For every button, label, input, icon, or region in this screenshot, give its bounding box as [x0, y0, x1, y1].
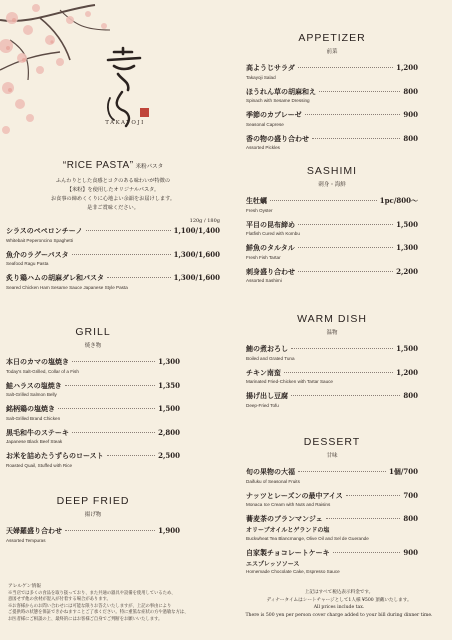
- item-name: 季節のカプレーゼ: [246, 110, 302, 119]
- allergen-line: お医者様にご相談の上、最終的にはお客様ご自身でご判断をお願いいたします。: [8, 616, 163, 622]
- desc-line: 是非ご賞味ください。: [87, 205, 139, 211]
- menu-item: [6, 428, 180, 445]
- item-name: 鮭ハラスの塩焼き: [6, 380, 62, 390]
- item-name: 天婦羅盛り合わせ: [6, 526, 62, 535]
- leader-dots: [312, 138, 400, 139]
- item-name: 平目の昆布締め: [246, 219, 295, 229]
- menu-item: [246, 243, 418, 260]
- item-price: 2,800: [158, 427, 180, 437]
- item-english: Marinated Fried-Chicken with Tartar Sauce: [246, 379, 333, 384]
- item-name: 魚介のラグーパスタ: [6, 249, 69, 259]
- leader-dots: [298, 224, 393, 225]
- leader-dots: [319, 91, 400, 92]
- warm-dish-section: [246, 313, 418, 408]
- leader-dots: [270, 200, 377, 201]
- item-english: Roasted Quail, Stuffed with Rice: [6, 462, 73, 468]
- menu-item: [246, 548, 418, 575]
- menu-item: [6, 526, 180, 543]
- note-line: There is 500 yen per person cover charge added to your bill during dinner time.: [245, 612, 433, 618]
- item-price: 900: [403, 547, 418, 557]
- leader-dots: [284, 372, 393, 373]
- item-english: Seafood Ragu Pasta: [6, 261, 49, 266]
- item-english: Fresh Oyster: [246, 207, 273, 213]
- rice-pasta-title-en: “RICE PASTA”: [62, 160, 134, 171]
- grill-title: GRILL: [75, 326, 111, 338]
- leader-dots: [298, 247, 393, 248]
- menu-item: [246, 134, 418, 151]
- leader-dots: [65, 530, 155, 531]
- rice-pasta-title-jp: 米粉パスタ: [135, 164, 164, 170]
- grill-title-jp: 焼き物: [84, 343, 102, 349]
- item-price: 2,200: [396, 266, 418, 276]
- size-label: 120g / 180g: [189, 218, 220, 224]
- brand-romaji: TAKAYOJI: [105, 120, 145, 126]
- allergen-line: ※お客様からのお問い合わせには可能な限りお答えいたしますが、上記の事由により: [8, 603, 172, 609]
- menu-item: [246, 467, 418, 484]
- leader-dots: [291, 395, 400, 396]
- item-english: Boiled and Grated Tuna: [246, 355, 295, 361]
- item-name: 揚げ出し豆腐: [246, 391, 288, 400]
- menu-item: [246, 63, 418, 80]
- leader-dots: [333, 552, 401, 553]
- item-english: Salt-Grilled Brand Chicken: [6, 415, 61, 421]
- menu-item: [246, 368, 418, 385]
- leader-dots: [72, 361, 155, 362]
- item-english: Salt-Grilled Salmon Belly: [6, 392, 57, 397]
- item-name: シラスのペペロンチーノ: [6, 226, 83, 235]
- desc-line: ふんわりとした食感とコクのある味わいが特徴の: [55, 178, 171, 184]
- leader-dots: [58, 408, 155, 409]
- item-name: 生牡蠣: [246, 196, 267, 205]
- menu-item: [246, 267, 418, 284]
- leader-dots: [72, 432, 155, 433]
- leader-dots: [305, 114, 401, 115]
- menu-item: [6, 381, 180, 398]
- allergen-info: [8, 584, 228, 624]
- sashimi-title-jp: 刺身・海鮮: [318, 182, 346, 188]
- allergen-line: ご提供時の状態を保証できかねますことご了承ください。特に重篤な症状の方や過敏な方は、: [8, 610, 189, 616]
- leader-dots: [107, 277, 171, 278]
- item-subtitle: オリーブオイルとゲランドの塩: [246, 527, 330, 534]
- dessert-section: [246, 436, 418, 574]
- item-name: 鮮魚のタルタル: [246, 243, 295, 252]
- item-name: 本日のカマの塩焼き: [6, 357, 69, 366]
- item-price: 1,350: [158, 380, 180, 390]
- item-price: 1,300/1,600: [173, 249, 220, 259]
- item-price: 1,300/1,600: [173, 273, 220, 282]
- item-price: 1,200: [396, 367, 418, 377]
- rice-pasta-section: [6, 160, 220, 290]
- leader-dots: [86, 230, 171, 231]
- item-price: 700: [403, 490, 418, 500]
- item-name: チキン南蛮: [246, 367, 281, 377]
- leader-dots: [72, 254, 171, 255]
- note-line: ディナータイムはシートチャージとして1人様 ¥500 頂戴いたします。: [266, 597, 412, 603]
- item-name: 刺身盛り合わせ: [246, 266, 295, 276]
- item-name: 蕎麦茶のブランマンジェ: [246, 514, 323, 523]
- menu-item: [246, 491, 418, 508]
- menu-item: [6, 250, 220, 267]
- item-english: Whitebait Peperoncino Spaghetti: [6, 237, 73, 243]
- item-price: 800: [403, 514, 418, 523]
- item-english: Seared Chicken Ham Sesame Sauce Japanese Style Pasta: [6, 284, 128, 290]
- item-name: 旬の果物の大福: [246, 467, 295, 476]
- allergen-line: ※当店では多くの食品を取り扱っており、また共通の器具や設備を使用しているため、: [8, 590, 176, 596]
- item-name: 香の物の盛り合わせ: [246, 133, 309, 143]
- sashimi-section: [246, 165, 418, 283]
- leader-dots: [298, 271, 393, 272]
- item-price: 1,200: [396, 63, 418, 72]
- item-price: 1個/700: [388, 467, 418, 476]
- menu-item: [246, 110, 418, 127]
- item-english: Flatfish Cured with Kombu: [246, 231, 300, 236]
- appetizer-section: [246, 32, 418, 150]
- item-price: 800: [403, 391, 418, 400]
- menu-item: [246, 220, 418, 237]
- leader-dots: [326, 518, 401, 519]
- item-english: Assorted Tempuras: [6, 537, 46, 543]
- item-price: 1pc/800～: [379, 196, 418, 205]
- leader-dots: [107, 455, 155, 456]
- item-price: 900: [403, 110, 418, 119]
- item-english: Assorted Sashimi: [246, 278, 282, 283]
- dessert-title: DESSERT: [303, 436, 361, 448]
- dessert-title-jp: 甘味: [326, 453, 338, 459]
- item-price: 1,500: [158, 404, 180, 413]
- item-name: ナッツとレーズンの最中アイス: [246, 490, 343, 500]
- item-name: 銘柄鶏の塩焼き: [6, 404, 55, 413]
- price-notes: [234, 589, 444, 619]
- deep-fried-title: DEEP FRIED: [56, 495, 130, 507]
- item-price: 1,300: [396, 243, 418, 252]
- rice-pasta-title: [6, 160, 220, 171]
- item-english: Fresh Fish Tartar: [246, 254, 281, 260]
- leader-dots: [65, 385, 155, 386]
- item-price: 1,100/1,400: [173, 226, 220, 235]
- menu-item: [246, 514, 418, 541]
- sashimi-title: SASHIMI: [306, 165, 358, 177]
- item-name: 高ようじサラダ: [246, 63, 295, 72]
- warm-dish-title: WARM DISH: [297, 313, 367, 325]
- desc-line: お食事の締めくくりに心地よい余韻をお届けします。: [50, 196, 176, 202]
- item-price: 1,900: [158, 526, 180, 535]
- grill-section: [6, 326, 180, 468]
- appetizer-title: APPETIZER: [298, 32, 366, 44]
- note-line: All prices include tax.: [313, 605, 365, 610]
- item-english: Assorted Pickles: [246, 145, 280, 150]
- appetizer-title-jp: 前菜: [326, 49, 338, 55]
- menu-item: [246, 391, 418, 408]
- leader-dots: [298, 67, 393, 68]
- deep-fried-section: [6, 495, 180, 543]
- item-english: Homemade Chocolate Cake, Espresso Sauce: [246, 569, 340, 574]
- item-name: 自家製チョコレートケーキ: [246, 547, 330, 557]
- menu-item: [246, 344, 418, 361]
- item-price: 2,500: [158, 451, 180, 460]
- menu-item: [6, 357, 180, 374]
- leader-dots: [298, 471, 386, 472]
- item-name: 炙り鶏ハムの胡麻ダレ和パスタ: [6, 273, 104, 282]
- item-name: 黒毛和牛のステーキ: [6, 427, 69, 437]
- leader-dots: [346, 495, 401, 496]
- item-english: Daifuku of Seasonal Fruits: [246, 478, 300, 484]
- item-english: Seasonal Caprese: [246, 121, 284, 127]
- item-price: 1,500: [396, 219, 418, 229]
- allergen-line: 意図せず他の食材が混入が付着する場合があります。: [8, 597, 111, 603]
- item-price: 800: [403, 86, 418, 96]
- menu-item: [246, 87, 418, 104]
- menu-item: [6, 226, 220, 243]
- menu-item: [6, 451, 180, 468]
- desc-line: 【米粉】を使用したオリジナルパスタ。: [66, 187, 160, 193]
- allergen-title: アレルゲン情報: [8, 584, 42, 589]
- leader-dots: [291, 348, 393, 349]
- item-english: Today's Salt-Grilled, Collar of a Fish: [6, 368, 79, 374]
- item-name: ほうれん草の胡麻和え: [246, 86, 316, 96]
- item-english: Japanese Black Beef Steak: [6, 439, 63, 444]
- note-line: 上記はすべて税込表示料金です。: [304, 590, 374, 595]
- item-english: Monaca Ice Cream with Nuts and Raisins: [246, 502, 331, 507]
- item-name: 鮪の煮おろし: [246, 344, 288, 353]
- item-english: Spinach with Sesame Dressing: [246, 98, 310, 103]
- menu-item: [6, 404, 180, 421]
- menu-item: [246, 196, 418, 213]
- menu-item: [6, 273, 220, 290]
- item-english: Buckwheat Tea Blancmange, Olive Oil and Sel de Guerande: [246, 535, 369, 541]
- item-price: 1,500: [396, 344, 418, 353]
- warm-dish-title-jp: 温物: [326, 330, 338, 336]
- item-price: 1,300: [158, 357, 180, 366]
- rice-pasta-description: [6, 177, 220, 213]
- item-english: Deep-Fried Tofu: [246, 402, 279, 408]
- deep-fried-title-jp: 揚げ物: [84, 512, 102, 518]
- item-name: お米を詰めたうずらのロースト: [6, 451, 104, 460]
- item-english: Takayoji Salad: [246, 74, 276, 80]
- item-price: 800: [403, 133, 418, 143]
- item-subtitle: エスプレッソソース: [246, 560, 300, 568]
